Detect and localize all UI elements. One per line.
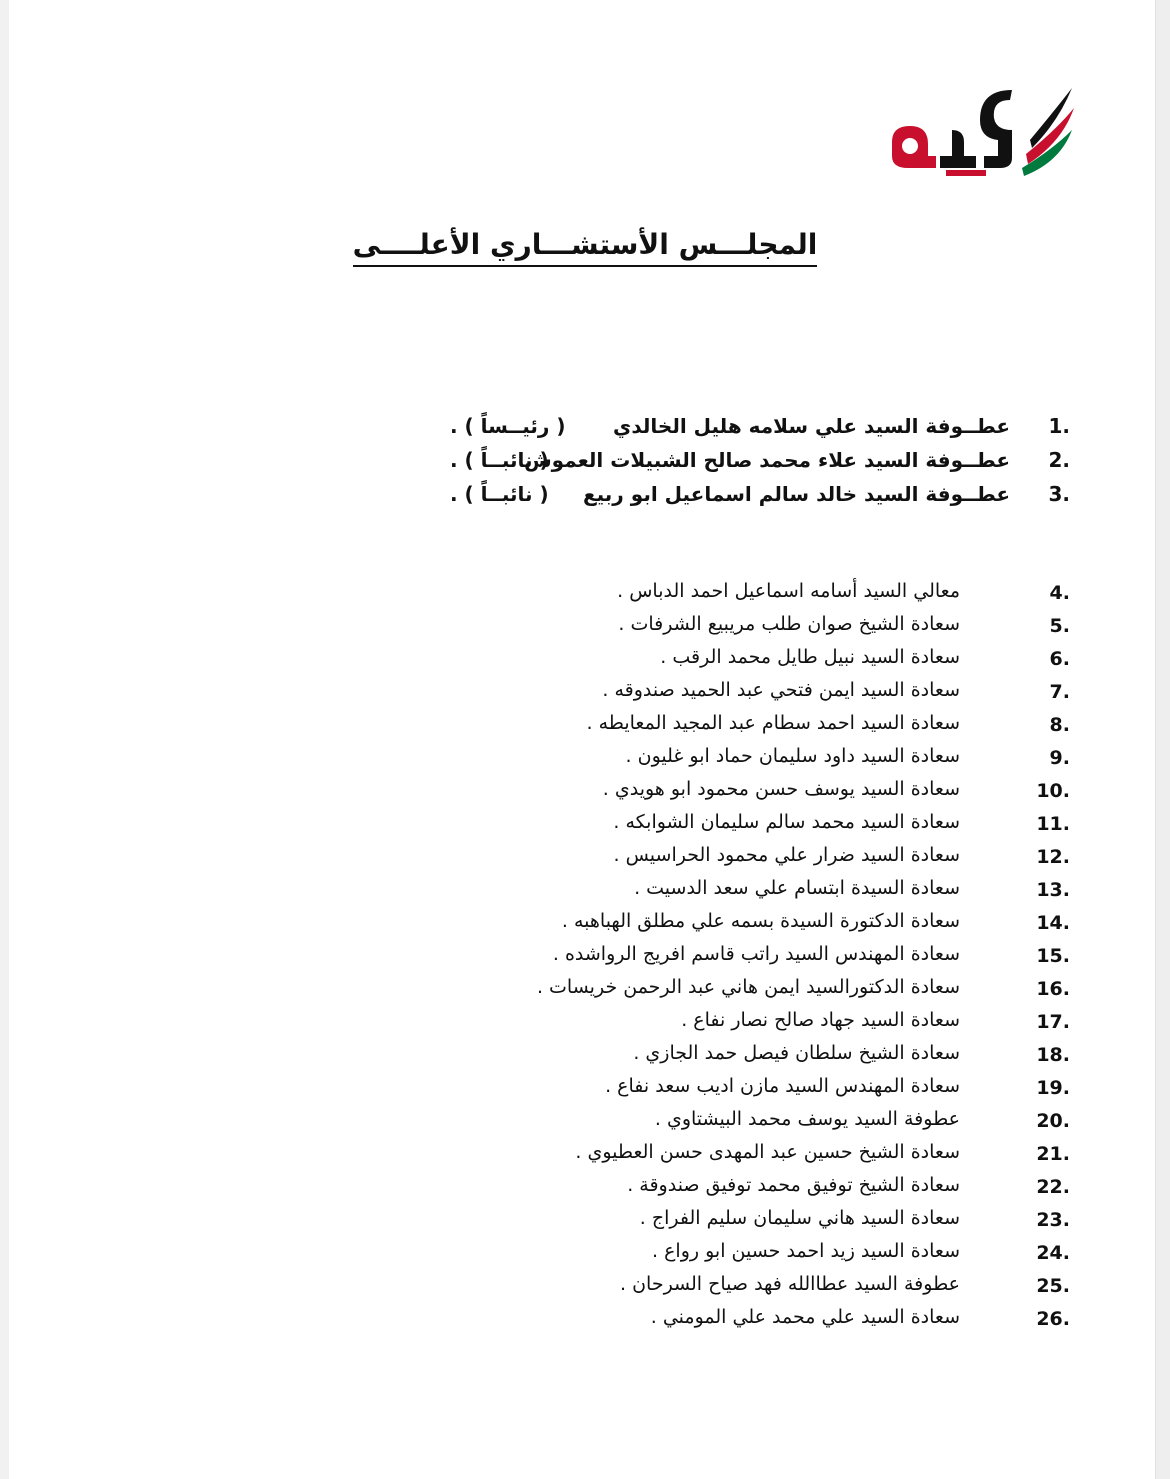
row-number: 18. (1036, 1044, 1070, 1066)
member-name: سعادة السيد جهاد صالح نصار نفاع . (681, 1009, 960, 1031)
member-row (480, 1137, 1070, 1170)
member-name: سعادة المهندس السيد مازن اديب سعد نفاع . (605, 1075, 960, 1097)
row-number: 21. (1036, 1143, 1070, 1165)
member-row (480, 1236, 1070, 1269)
member-row (480, 1302, 1070, 1335)
row-number: 14. (1036, 912, 1070, 934)
leadership-row (430, 478, 1070, 512)
row-number: 4. (1049, 582, 1070, 604)
page-title (300, 228, 870, 261)
party-logo (880, 70, 1080, 180)
member-row (480, 774, 1070, 807)
member-name: سعادة الشيخ توفيق محمد توفيق صندوقة . (627, 1174, 960, 1196)
row-number: 1. (1048, 414, 1070, 438)
member-row (480, 1170, 1070, 1203)
member-row (480, 675, 1070, 708)
leadership-list (430, 410, 1070, 512)
member-name: سعادة الشيخ سلطان فيصل حمد الجازي . (633, 1042, 960, 1064)
member-name: عطــوفة السيد علاء محمد صالح الشبيلات العموش (524, 448, 1010, 472)
member-row (480, 972, 1070, 1005)
row-number: 8. (1049, 714, 1070, 736)
row-number: 20. (1036, 1110, 1070, 1132)
member-name: سعادة السيد احمد سطام عبد المجيد المعايطه . (586, 712, 960, 734)
row-number: 6. (1049, 648, 1070, 670)
row-number: 22. (1036, 1176, 1070, 1198)
member-name: عطــوفة السيد علي سلامه هليل الخالدي (613, 414, 1010, 438)
member-name: معالي السيد أسامه اسماعيل احمد الدباس . (617, 580, 960, 602)
row-number: 12. (1036, 846, 1070, 868)
row-number: 25. (1036, 1275, 1070, 1297)
row-number: 7. (1049, 681, 1070, 703)
page-edge-right (1155, 0, 1170, 1479)
member-name: سعادة السيد ايمن فتحي عبد الحميد صندوقه . (602, 679, 960, 701)
member-row (480, 609, 1070, 642)
member-name: سعادة المهندس السيد راتب قاسم افريج الرواشده . (552, 943, 960, 965)
page-title-text: المجلـــس الأستشـــاري الأعلــــى (353, 228, 818, 267)
member-name: عطــوفة السيد خالد سالم اسماعيل ابو ربيع (582, 482, 1010, 506)
member-name: سعادة السيد هاني سليمان سليم الفراج . (639, 1207, 960, 1229)
row-number: 10. (1036, 780, 1070, 802)
member-name: عطوفة السيد يوسف محمد البيشتاوي . (654, 1108, 960, 1130)
member-role: ( نائبــاً ) . (450, 482, 549, 506)
member-row (480, 1071, 1070, 1104)
member-list (480, 576, 1070, 1335)
member-row (480, 939, 1070, 972)
member-row (480, 741, 1070, 774)
member-name: سعادة السيد محمد سالم سليمان الشوابكه . (613, 811, 960, 833)
logo-tagline-bar (946, 170, 986, 176)
member-role: ( نائبــاً ) . (450, 448, 549, 472)
member-name: سعادة السيد يوسف حسن محمود ابو هويدي . (602, 778, 960, 800)
row-number: 15. (1036, 945, 1070, 967)
member-name: سعادة السيد زيد احمد حسين ابو رواع . (652, 1240, 960, 1262)
row-number: 17. (1036, 1011, 1070, 1033)
row-number: 5. (1049, 615, 1070, 637)
leadership-row (430, 444, 1070, 478)
member-role: ( رئيــساً ) . (450, 414, 566, 438)
member-name: سعادة السيد داود سليمان حماد ابو غليون . (625, 745, 960, 767)
row-number: 2. (1048, 448, 1070, 472)
row-number: 26. (1036, 1308, 1070, 1330)
member-row (480, 807, 1070, 840)
row-number: 11. (1036, 813, 1070, 835)
member-row (480, 1038, 1070, 1071)
member-row (480, 906, 1070, 939)
row-number: 24. (1036, 1242, 1070, 1264)
logo-meem-hole (902, 138, 918, 154)
member-name: سعادة الشيخ حسين عبد المهدى حسن العطيوي . (575, 1141, 960, 1163)
row-number: 3. (1048, 482, 1070, 506)
member-row (480, 840, 1070, 873)
logo-letter-ain (980, 90, 1012, 168)
leadership-row (430, 410, 1070, 444)
member-row (480, 1005, 1070, 1038)
row-number: 19. (1036, 1077, 1070, 1099)
member-name: سعادة السيد ضرار علي محمود الحراسيس . (613, 844, 960, 866)
member-name: سعادة السيد نبيل طايل محمد الرقب . (660, 646, 960, 668)
row-number: 23. (1036, 1209, 1070, 1231)
member-name: سعادة السيدة ابتسام علي سعد الدسيت . (634, 877, 960, 899)
member-row (480, 873, 1070, 906)
member-row (480, 1104, 1070, 1137)
member-row (480, 642, 1070, 675)
member-row (480, 576, 1070, 609)
member-name: سعادة الشيخ صوان طلب مريبيع الشرفات . (618, 613, 960, 635)
page-edge-left (0, 0, 9, 1479)
row-number: 16. (1036, 978, 1070, 1000)
member-name: سعادة السيد علي محمد علي المومني . (650, 1306, 960, 1328)
member-row (480, 1203, 1070, 1236)
member-name: عطوفة السيد عطاالله فهد صياح السرحان . (620, 1273, 960, 1295)
row-number: 9. (1049, 747, 1070, 769)
member-name: سعادة الدكتورة السيدة بسمه علي مطلق الهباهبه . (561, 910, 960, 932)
row-number: 13. (1036, 879, 1070, 901)
logo-letter-zay (940, 130, 976, 168)
member-row (480, 1269, 1070, 1302)
member-name: سعادة الدكتورالسيد ايمن هاني عبد الرحمن خريسات . (536, 976, 960, 998)
member-row (480, 708, 1070, 741)
